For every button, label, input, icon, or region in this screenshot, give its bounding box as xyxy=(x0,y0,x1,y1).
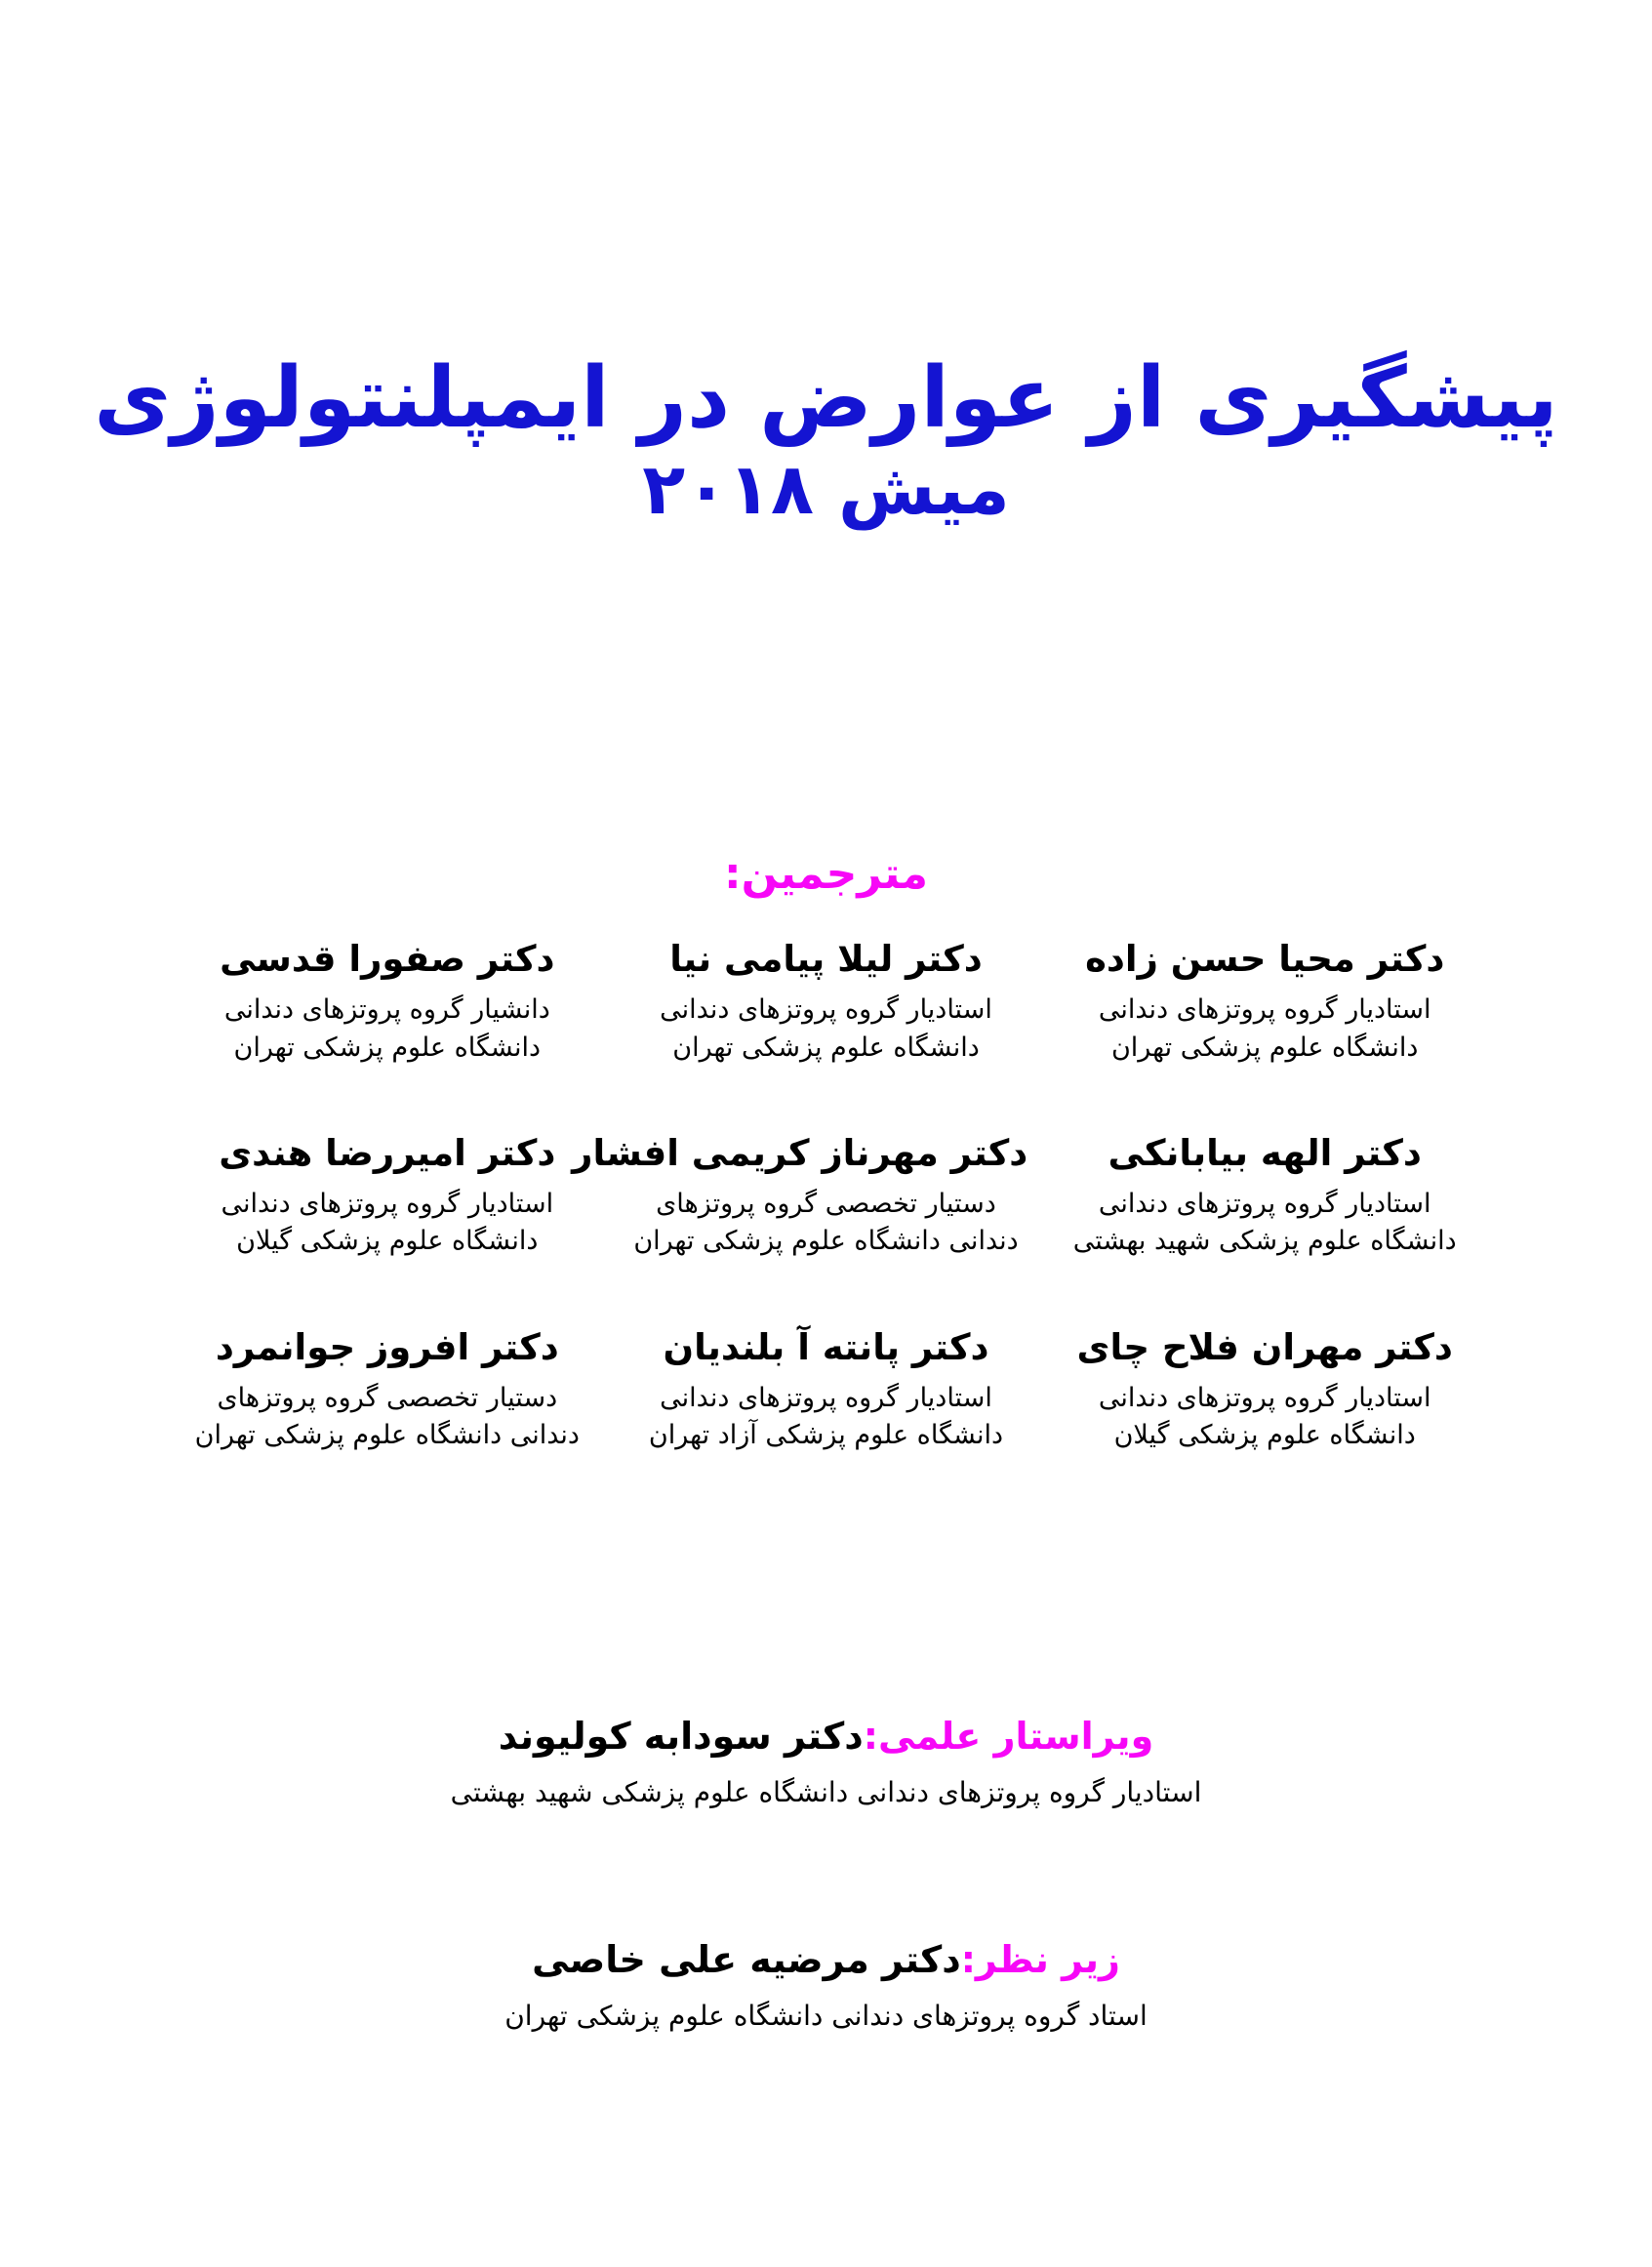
translator-affiliation-line: استادیار گروه پروتزهای دندانی xyxy=(1098,994,1431,1026)
translator-affiliation xyxy=(625,992,1028,1067)
translator-affiliation xyxy=(185,1186,589,1261)
title-block xyxy=(0,351,1652,529)
translator-affiliation-line: دستیار تخصصی گروه پروتزهای xyxy=(656,1189,996,1220)
translator-affiliation xyxy=(185,992,589,1067)
translator-name: دکتر پانته آ بلندیان xyxy=(663,1325,989,1368)
supervisor-affiliation: استاد گروه پروتزهای دندانی دانشگاه علوم پزشکی تهران xyxy=(504,1999,1148,2032)
page-subtitle: میش ۲۰۱۸ xyxy=(642,448,1010,531)
translator-affiliation-line: دانشگاه علوم پزشکی تهران xyxy=(672,1032,980,1063)
translators-grid xyxy=(0,937,1652,1519)
translator-name: دکتر مهران فلاح چای xyxy=(1076,1325,1453,1368)
translator-name: دکتر افروز جوانمرد xyxy=(215,1325,559,1368)
translator-affiliation-line: دستیار تخصصی گروه پروتزهای xyxy=(217,1383,558,1414)
translator-entry xyxy=(185,1325,589,1455)
translator-name: دکتر لیلا پیامی نیا xyxy=(669,938,983,980)
scientific-editor-block xyxy=(0,1714,1652,1810)
translator-affiliation-line: دانشگاه علوم پزشکی آزاد تهران xyxy=(648,1420,1004,1451)
scientific-editor-name: دکتر سودابه کولیوند xyxy=(498,1715,864,1758)
translator-entry xyxy=(1063,1131,1467,1261)
supervisor-label: زیر نظر: xyxy=(960,1938,1120,1981)
translator-affiliation-line: دانشگاه علوم پزشکی شهید بهشتی xyxy=(1072,1226,1457,1257)
translator-affiliation-line: استادیار گروه پروتزهای دندانی xyxy=(1098,1189,1431,1220)
translator-affiliation xyxy=(625,1380,1028,1455)
translator-row xyxy=(185,1325,1467,1455)
translator-entry xyxy=(625,937,1028,1067)
translator-entry xyxy=(1063,937,1467,1067)
translator-affiliation xyxy=(185,1380,589,1455)
translator-entry xyxy=(185,937,589,1067)
translator-entry xyxy=(572,1131,1028,1261)
translator-row xyxy=(185,1131,1467,1261)
translator-affiliation-line: دانشگاه علوم پزشکی تهران xyxy=(233,1032,542,1063)
translator-entry xyxy=(1063,1325,1467,1455)
translator-entry xyxy=(185,1131,589,1261)
translator-name: دکتر امیررضا هندی xyxy=(219,1131,556,1174)
translator-name: دکتر محیا حسن زاده xyxy=(1085,938,1445,980)
translator-affiliation-line: استادیار گروه پروتزهای دندانی xyxy=(1098,1383,1431,1414)
translator-affiliation-line: دانشگاه علوم پزشکی گیلان xyxy=(236,1226,539,1257)
supervisor-block xyxy=(0,1937,1652,2034)
translator-affiliation-line: دندانی دانشگاه علوم پزشکی تهران xyxy=(194,1420,580,1451)
translator-affiliation-line: استادیار گروه پروتزهای دندانی xyxy=(660,1383,992,1414)
translator-affiliation xyxy=(1063,1380,1467,1455)
translator-name: دکتر الهه بیابانکی xyxy=(1108,1131,1422,1174)
translator-affiliation xyxy=(625,1186,1028,1261)
translator-entry xyxy=(625,1325,1028,1455)
translator-affiliation-line: دانشگاه علوم پزشکی تهران xyxy=(1110,1032,1419,1063)
translator-affiliation-line: استادیار گروه پروتزهای دندانی xyxy=(221,1189,554,1220)
translator-affiliation-line: دانشیار گروه پروتزهای دندانی xyxy=(223,994,550,1026)
supervisor-name: دکتر مرضیه علی خاصی xyxy=(532,1938,961,1981)
scientific-editor-label: ویراستار علمی: xyxy=(863,1715,1154,1758)
translator-affiliation-line: دندانی دانشگاه علوم پزشکی تهران xyxy=(633,1226,1019,1257)
page-title: پیشگیری از عوارض در ایمپلنتولوژی xyxy=(94,349,1558,447)
translator-affiliation xyxy=(1063,1186,1467,1261)
translators-heading: مترجمین: xyxy=(724,849,928,899)
translator-name: دکتر صفورا قدسی xyxy=(220,938,555,980)
scientific-editor-headline xyxy=(0,1714,1652,1761)
scientific-editor-affiliation: استادیار گروه پروتزهای دندانی دانشگاه علوم پزشکی شهید بهشتی xyxy=(450,1775,1202,1808)
translator-affiliation xyxy=(1063,992,1467,1067)
supervisor-headline xyxy=(0,1937,1652,1984)
translator-affiliation-line: دانشگاه علوم پزشکی گیلان xyxy=(1113,1420,1416,1451)
translator-name: دکتر مهرناز کریمی افشار xyxy=(572,1131,1028,1174)
translator-affiliation-line: استادیار گروه پروتزهای دندانی xyxy=(660,994,992,1026)
translator-row xyxy=(185,937,1467,1067)
